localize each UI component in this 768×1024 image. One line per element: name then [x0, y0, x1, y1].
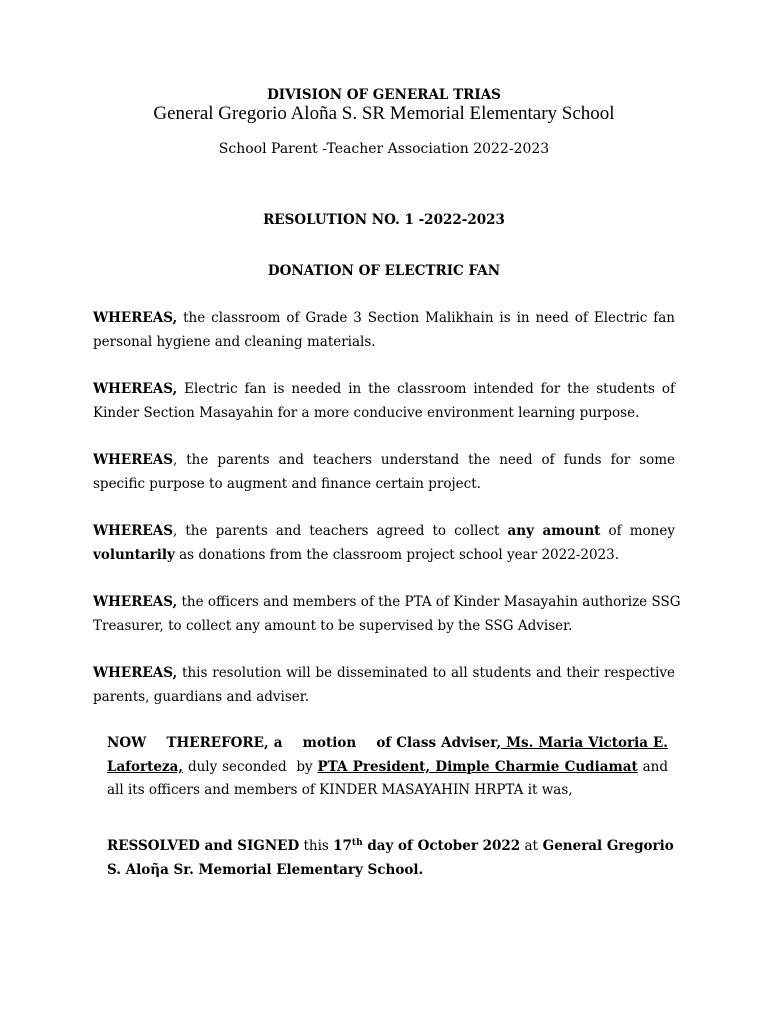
clause-text: duly seconded by: [183, 758, 318, 775]
whereas-clause-1: [93, 307, 675, 354]
whereas-text: Kinder Section Masayahin for a more conducive environment learning purpose.: [93, 404, 640, 421]
whereas-text: specific purpose to augment and finance certain project.: [93, 475, 481, 492]
whereas-text: personal hygiene and cleaning materials.: [93, 333, 376, 350]
whereas-clause-4: [93, 520, 675, 567]
whereas-keyword: WHEREAS,: [93, 594, 178, 610]
class-adviser-name: Ms. Maria Victoria E.: [501, 735, 668, 751]
day-suffix: th: [351, 838, 363, 848]
pta-president-name: PTA President, Dimple Charmie Cudiamat: [317, 758, 638, 775]
class-adviser-surname: Laforteza,: [107, 758, 184, 775]
whereas-text: parents, guardians and adviser.: [93, 688, 310, 705]
whereas-keyword: WHEREAS,: [93, 665, 178, 681]
whereas-keyword: WHEREAS: [93, 523, 173, 539]
resolved-lead: RESSOLVED and SIGNED: [107, 838, 300, 854]
whereas-text: of money: [600, 523, 675, 539]
whereas-text: as donations from the classroom project school year 2022-2023.: [174, 546, 620, 563]
whereas-clause-2: [93, 378, 675, 425]
whereas-keyword: WHEREAS,: [93, 381, 178, 397]
emphasis-voluntarily: voluntarily: [93, 546, 175, 563]
now-therefore-clause: [107, 732, 668, 803]
resolved-clause: [107, 835, 674, 882]
whereas-text: this resolution will be disseminated to all students and their respective: [177, 665, 675, 681]
day-number: 17: [333, 838, 352, 854]
whereas-text: the officers and members of the PTA of Kinder Masayahin authorize SSG: [177, 594, 681, 610]
whereas-text: Treasurer, to collect any amount to be supervised by the SSG Adviser.: [93, 617, 573, 634]
division-heading: DIVISION OF GENERAL TRIAS: [267, 87, 501, 103]
clause-text: and: [637, 758, 668, 775]
resolution-number: RESOLUTION NO. 1 -2022-2023: [263, 212, 505, 228]
now-therefore-lead: NOW THEREFORE, a motion of Class Adviser,: [107, 735, 502, 751]
resolution-title: DONATION OF ELECTRIC FAN: [267, 263, 501, 279]
school-name: General Gregorio Aloña S. SR Memorial Elementary School: [153, 103, 615, 124]
resolved-day: [333, 838, 520, 854]
day-month-year: day of October 2022: [362, 838, 521, 854]
clause-text: all its officers and members of KINDER MASAYAHIN HRPTA it was,: [107, 782, 573, 798]
association-name: School Parent -Teacher Association 2022-2023: [218, 141, 550, 157]
whereas-text: Electric fan is needed in the classroom intended for the students of: [177, 381, 675, 397]
whereas-text: the classroom of Grade 3 Section Malikhain is in need of Electric fan: [177, 310, 675, 326]
resolved-school-b: S. Aloῆa Sr. Memorial Elementary School.: [107, 861, 424, 878]
whereas-clause-3: [93, 449, 675, 496]
whereas-text: , the parents and teachers understand the need of funds for some: [172, 452, 675, 468]
whereas-clause-6: [93, 662, 675, 709]
whereas-keyword: WHEREAS: [93, 452, 173, 468]
resolved-school-a: General Gregorio: [537, 838, 674, 854]
whereas-clause-5: [93, 591, 681, 638]
whereas-text: , the parents and teachers agreed to collect: [172, 523, 508, 539]
clause-text: at: [520, 838, 538, 854]
emphasis-any-amount: any amount: [507, 523, 601, 539]
clause-text: this: [299, 838, 334, 854]
whereas-keyword: WHEREAS,: [93, 310, 178, 326]
